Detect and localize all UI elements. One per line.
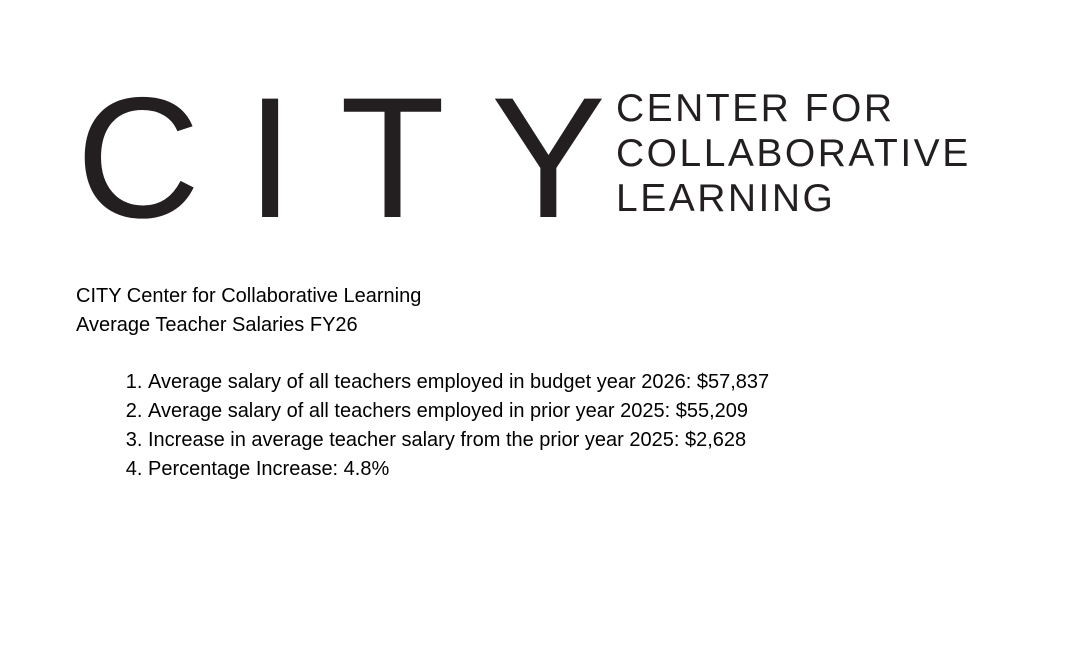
- salary-list: [112, 368, 769, 484]
- list-item: 2. Average salary of all teachers employed in prior year 2025: $55,209: [148, 397, 769, 426]
- list-item: 4. Percentage Increase: 4.8%: [148, 455, 769, 484]
- logo-line: LEARNING: [616, 177, 836, 220]
- document-title: Average Teacher Salaries FY26: [76, 314, 358, 336]
- org-name: CITY Center for Collaborative Learning: [76, 285, 422, 307]
- logo-line: COLLABORATIVE: [616, 132, 971, 175]
- logo: [76, 62, 1026, 254]
- logo-wordmark: [616, 86, 971, 221]
- list-item: 3. Increase in average teacher salary from the prior year 2025: $2,628: [148, 426, 769, 455]
- document-header: [76, 282, 421, 340]
- logo-line: CENTER FOR: [616, 87, 895, 130]
- logo-mark: CITY: [76, 62, 652, 254]
- list-item: 1. Average salary of all teachers employed in budget year 2026: $57,837: [148, 368, 769, 397]
